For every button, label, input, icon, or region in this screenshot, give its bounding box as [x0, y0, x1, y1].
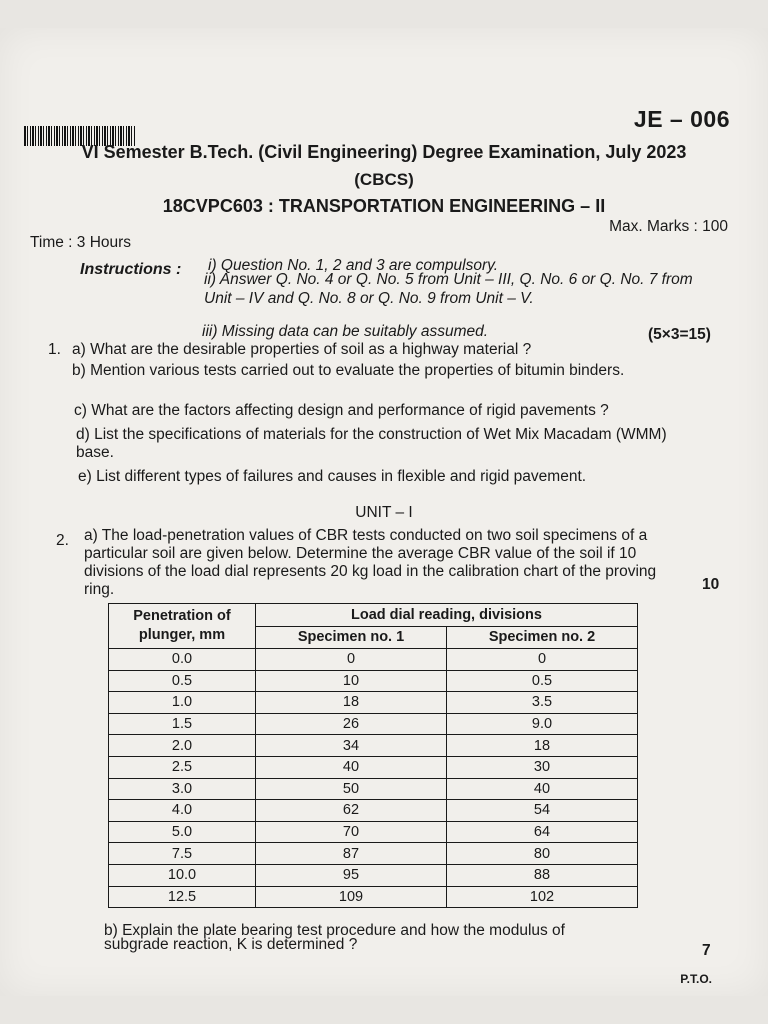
table-cell: 102 — [447, 886, 638, 908]
question-2b-marks: 7 — [702, 942, 711, 959]
cbr-table-body — [109, 649, 638, 908]
table-cell: 12.5 — [109, 886, 256, 908]
instruction-2: ii) Answer Q. No. 4 or Q. No. 5 from Unit – III, Q. No. 6 or Q. No. 7 from Unit – IV and Q. No. 8 or Q. No. 9 from Unit – V. — [204, 271, 693, 307]
table-cell: 109 — [256, 886, 447, 908]
table-cell: 0.5 — [447, 670, 638, 692]
table-row — [109, 821, 638, 843]
time-allowed: Time : 3 Hours — [30, 234, 132, 251]
table-cell: 54 — [447, 800, 638, 822]
table-cell: 18 — [256, 692, 447, 714]
question-1a: a) What are the desirable properties of soil as a highway material ? — [72, 341, 532, 358]
table-cell: 87 — [256, 843, 447, 865]
table-cell: 1.5 — [109, 713, 256, 735]
specimen-2-header: Specimen no. 2 — [447, 626, 638, 649]
table-row — [109, 649, 638, 671]
load-dial-header: Load dial reading, divisions — [256, 604, 638, 627]
table-cell: 0 — [256, 649, 447, 671]
instruction-1: i) Question No. 1, 2 and 3 are compulsory. — [208, 257, 499, 274]
table-cell: 30 — [447, 756, 638, 778]
table-cell: 10 — [256, 670, 447, 692]
table-cell: 88 — [447, 864, 638, 886]
question-1-marks: (5×3=15) — [648, 326, 711, 343]
page-turn-over: P.T.O. — [680, 972, 712, 986]
table-row — [109, 800, 638, 822]
instruction-3: iii) Missing data can be suitably assumed. — [202, 323, 489, 340]
table-cell: 2.5 — [109, 756, 256, 778]
table-cell: 2.0 — [109, 735, 256, 757]
unit-heading: UNIT – I — [355, 504, 413, 521]
table-cell: 95 — [256, 864, 447, 886]
table-cell: 0.5 — [109, 670, 256, 692]
table-row — [109, 756, 638, 778]
question-1c: c) What are the factors affecting design and performance of rigid pavements ? — [74, 402, 609, 419]
table-cell: 0.0 — [109, 649, 256, 671]
table-row — [109, 843, 638, 865]
table-cell: 40 — [447, 778, 638, 800]
penetration-header: Penetration of plunger, mm — [109, 604, 256, 649]
table-cell: 9.0 — [447, 713, 638, 735]
table-cell: 40 — [256, 756, 447, 778]
paper-code: JE – 006 — [633, 106, 730, 132]
cbr-table — [108, 603, 638, 908]
table-cell: 50 — [256, 778, 447, 800]
question-2a-marks: 10 — [702, 576, 720, 593]
table-cell: 26 — [256, 713, 447, 735]
question-1d: d) List the specifications of materials for the construction of Wet Mix Macadam (WMM) base. — [76, 426, 667, 461]
table-cell: 4.0 — [109, 800, 256, 822]
table-row — [109, 713, 638, 735]
table-cell: 5.0 — [109, 821, 256, 843]
table-cell: 70 — [256, 821, 447, 843]
table-row — [109, 886, 638, 908]
table-cell: 18 — [447, 735, 638, 757]
scheme: (CBCS) — [354, 170, 414, 189]
exam-title: VI Semester B.Tech. (Civil Engineering) Degree Examination, July 2023 — [81, 142, 687, 162]
table-cell: 34 — [256, 735, 447, 757]
table-cell: 3.0 — [109, 778, 256, 800]
question-1b: b) Mention various tests carried out to evaluate the properties of bitumin binders. — [72, 362, 625, 379]
table-cell: 7.5 — [109, 843, 256, 865]
table-cell: 80 — [447, 843, 638, 865]
table-cell: 64 — [447, 821, 638, 843]
question-2-number: 2. — [56, 532, 69, 549]
table-row — [109, 864, 638, 886]
specimen-1-header: Specimen no. 1 — [256, 626, 447, 649]
table-header-row — [109, 604, 638, 627]
question-2a: a) The load-penetration values of CBR tests conducted on two soil specimens of a particular soil are given below. Determine the average CBR value of the soil if 10 divisions of the load dial represents 20 kg load in the calibration chart of the proving ring. — [84, 527, 657, 598]
table-row — [109, 778, 638, 800]
subject-title: 18CVPC603 : TRANSPORTATION ENGINEERING – II — [162, 196, 606, 216]
question-2b: b) Explain the plate bearing test procedure and how the modulus of subgrade reaction, K is determined ? — [104, 922, 565, 953]
exam-sheet — [0, 28, 768, 996]
question-1e: e) List different types of failures and causes in flexible and rigid pavement. — [78, 468, 587, 485]
table-row — [109, 670, 638, 692]
table-row — [109, 735, 638, 757]
table-cell: 10.0 — [109, 864, 256, 886]
instructions-label: Instructions : — [80, 261, 182, 278]
max-marks: Max. Marks : 100 — [609, 218, 728, 235]
table-row — [109, 692, 638, 714]
table-cell: 0 — [447, 649, 638, 671]
table-cell: 62 — [256, 800, 447, 822]
question-1-number: 1. — [48, 341, 61, 358]
table-cell: 3.5 — [447, 692, 638, 714]
table-cell: 1.0 — [109, 692, 256, 714]
